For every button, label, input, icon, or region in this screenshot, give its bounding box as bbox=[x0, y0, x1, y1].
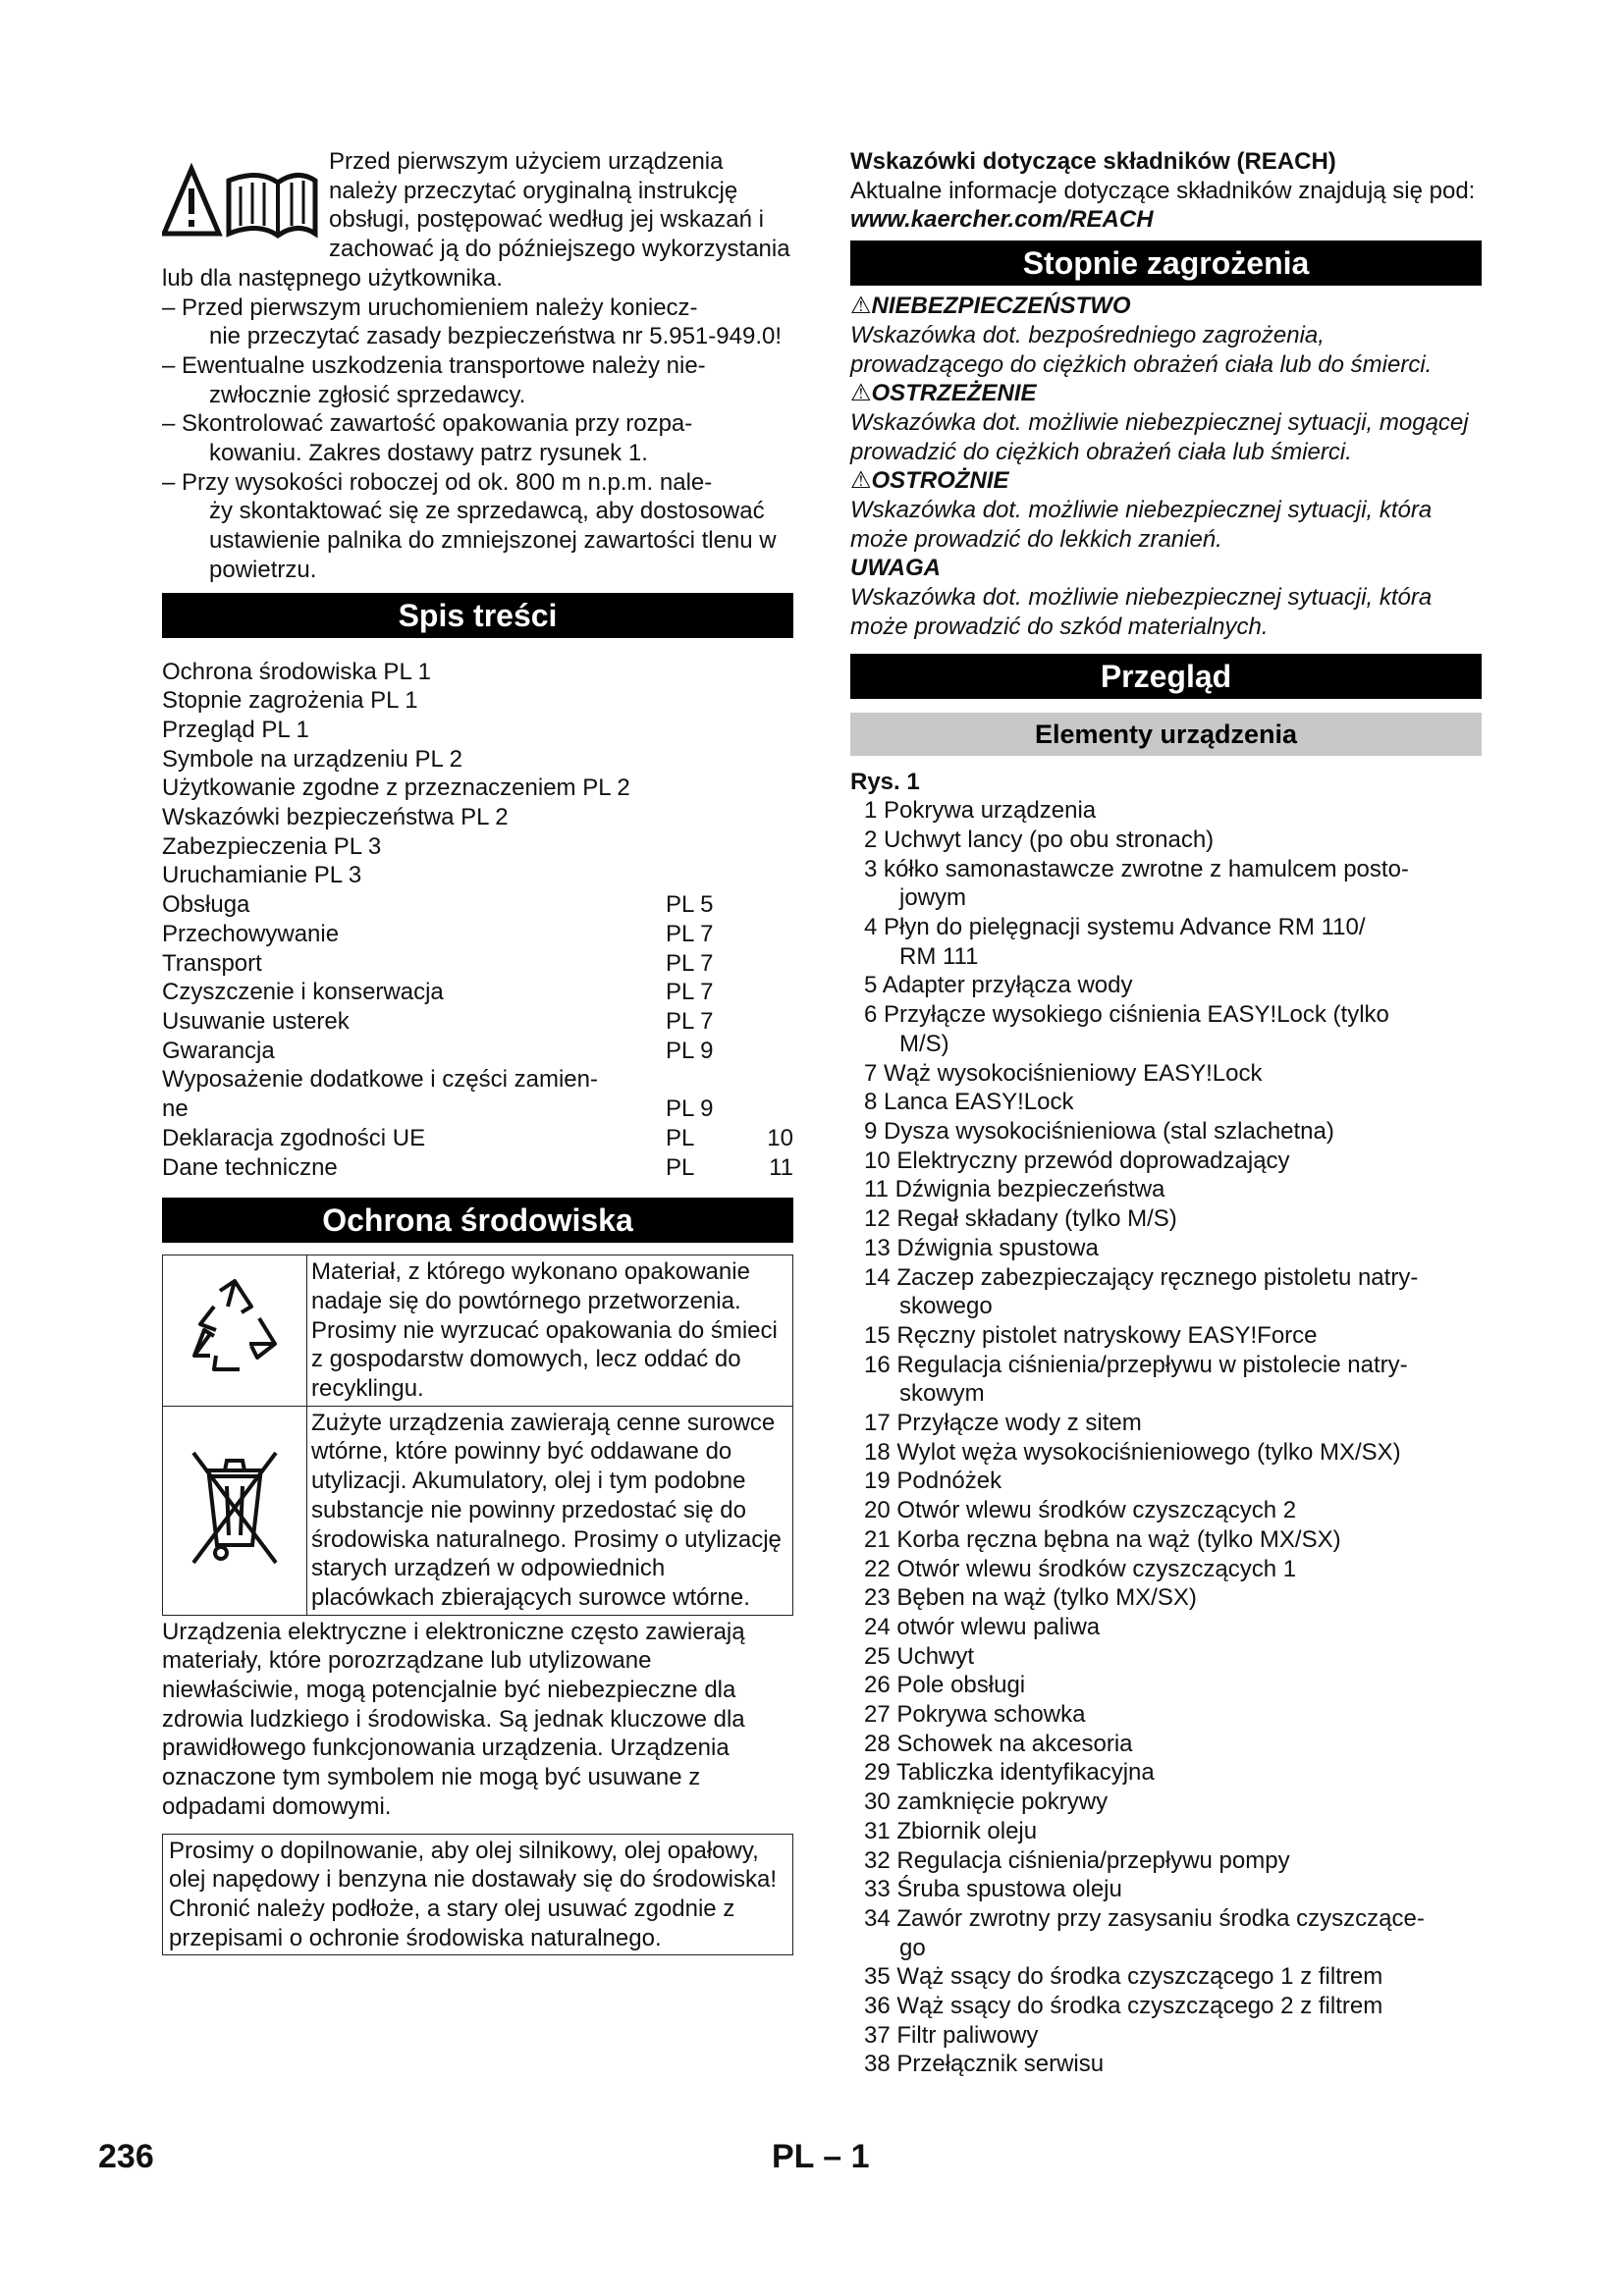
toc-title: Deklaracja zgodności UE bbox=[162, 1124, 426, 1151]
list-item: 29 Tabliczka identyfikacyjna bbox=[864, 1759, 1155, 1787]
table-row bbox=[163, 1255, 793, 1407]
hazard-label: ⚠OSTROŻNIE bbox=[850, 467, 1009, 495]
parts-list bbox=[850, 796, 1482, 2079]
toc-title: Stopnie zagrożenia PL 1 bbox=[162, 687, 418, 715]
toc-page bbox=[754, 890, 793, 920]
reach-text: Aktualne informacje dotyczące składników znajdują się pod: bbox=[850, 177, 1476, 204]
list-item: 38 Przełącznik serwisu bbox=[864, 2051, 1105, 2078]
list-item: 27 Pokrywa schowka bbox=[864, 1701, 1086, 1729]
list-item: 25 Uchwyt bbox=[864, 1642, 975, 1670]
toc-page bbox=[754, 949, 793, 979]
toc-row[interactable] bbox=[162, 716, 793, 745]
hazard-text: Wskazówka dot. bezpośredniego zagrożenia, prowadzącego do ciężkich obrażeń ciała lub do śmierci. bbox=[850, 321, 1433, 378]
toc-page bbox=[754, 1007, 793, 1037]
hazard-text: Wskazówka dot. możliwie niebezpiecznej sytuacji, która może prowadzić do lekkich zranień. bbox=[850, 497, 1433, 553]
toc-title: Przechowywanie bbox=[162, 920, 340, 947]
intro-bullets bbox=[162, 294, 793, 585]
list-item: 37 Filtr paliwowy bbox=[864, 2021, 1039, 2049]
toc-row[interactable] bbox=[162, 1037, 793, 1066]
list-item: 26 Pole obsługi bbox=[864, 1672, 1026, 1699]
toc-section bbox=[666, 686, 754, 716]
list-item: 36 Wąż ssący do środka czyszczącego 2 z filtrem bbox=[864, 1993, 1383, 2020]
reach-title: Wskazówki dotyczące składników (REACH) bbox=[850, 148, 1336, 175]
toc-page: 10 bbox=[767, 1124, 793, 1151]
intro-lead: Przed pierwszym użyciem urządzenia należy przeczytać oryginalną instrukcję obsługi, postępować według jej wskazań i zachować ją do późniejszego wykorzystania lub dla następnego użytkownika. bbox=[162, 148, 790, 292]
list-item: 11 Dźwignia bezpieczeństwa bbox=[864, 1176, 1165, 1203]
overview-subheading: Elementy urządzenia bbox=[850, 713, 1482, 756]
icon-cell bbox=[163, 1255, 307, 1407]
toc-row[interactable] bbox=[162, 920, 793, 949]
toc-row[interactable] bbox=[162, 949, 793, 979]
toc-page bbox=[754, 745, 793, 774]
list-item: 31 Zbiornik oleju bbox=[864, 1817, 1038, 1844]
list-item: 15 Ręczny pistolet natryskowy EASY!Force bbox=[864, 1321, 1318, 1349]
toc-title: Uruchamianie PL 3 bbox=[162, 862, 362, 889]
toc-page bbox=[754, 658, 793, 687]
hazard-label: UWAGA bbox=[850, 555, 941, 582]
list-item: 19 Podnóżek bbox=[864, 1468, 1002, 1495]
list-item: 34 Zawór zwrotny przy zasysaniu środka czyszczące- go bbox=[864, 1904, 1425, 1961]
weee-text: Zużyte urządzenia zawierają cenne surowce wtórne, które powinny być oddawane do utylizacji. Akumulatory, olej i tym podobne substancje nie powinny przedostać się do środowiska naturalnego. Prosimy o utylizację starych urządzeń w odpowiednich placówkach zbierających surowce wtórne. bbox=[307, 1406, 793, 1615]
list-item: 22 Otwór wlewu środków czyszczących 1 bbox=[864, 1555, 1297, 1582]
left-column bbox=[162, 147, 793, 1955]
hazard-list bbox=[850, 292, 1482, 641]
list-item: 3 kółko samonastawcze zwrotne z hamulcem posto- jowym bbox=[864, 855, 1409, 912]
toc-row[interactable] bbox=[162, 745, 793, 774]
list-item: 12 Regał składany (tylko M/S) bbox=[864, 1205, 1177, 1233]
list-item: 6 Przyłącze wysokiego ciśnienia EASY!Lock (tylko M/S) bbox=[864, 1001, 1389, 1057]
toc-section bbox=[666, 832, 754, 862]
toc-title: Gwarancja bbox=[162, 1037, 275, 1064]
warning-manual-icon bbox=[162, 161, 319, 244]
list-item: 9 Dysza wysokociśnieniowa (stal szlachetna) bbox=[864, 1117, 1334, 1145]
toc-page: 11 bbox=[769, 1153, 793, 1181]
toc-title: Zabezpieczenia PL 3 bbox=[162, 832, 382, 860]
toc-section: PL bbox=[666, 1153, 695, 1181]
hazard-label: ⚠NIEBEZPIECZEŃSTWO bbox=[850, 293, 1131, 320]
toc-section bbox=[666, 658, 754, 687]
list-item: 4 Płyn do pielęgnacji systemu Advance RM 110/ RM 111 bbox=[864, 914, 1366, 970]
toc-section bbox=[666, 745, 754, 774]
list-item: – Skontrolować zawartość opakowania przy rozpa- kowaniu. Zakres dostawy patrz rysunek 1. bbox=[162, 410, 693, 467]
toc-row[interactable] bbox=[162, 1153, 793, 1183]
toc-title: Przegląd PL 1 bbox=[162, 716, 309, 743]
list-item: 8 Lanca EASY!Lock bbox=[864, 1089, 1074, 1116]
intro-section bbox=[162, 147, 793, 294]
toc-page bbox=[754, 861, 793, 890]
list-item: 1 Pokrywa urządzenia bbox=[864, 797, 1097, 825]
list-item: 21 Korba ręczna bębna na wąż (tylko MX/SX) bbox=[864, 1525, 1341, 1553]
toc-title: Obsługa bbox=[162, 891, 250, 919]
right-column bbox=[850, 147, 1482, 2079]
table-of-contents bbox=[162, 658, 793, 1183]
toc-row[interactable] bbox=[162, 861, 793, 890]
list-item: – Przed pierwszym uruchomieniem należy koniecz- nie przeczytać zasady bezpieczeństwa nr 5.951-949.0! bbox=[162, 294, 782, 350]
toc-page bbox=[754, 1095, 793, 1124]
toc-page bbox=[754, 1065, 793, 1095]
list-item: 23 Bęben na wąż (tylko MX/SX) bbox=[864, 1584, 1197, 1612]
toc-page bbox=[754, 920, 793, 949]
toc-title: Użytkowanie zgodne z przeznaczeniem PL 2 bbox=[162, 774, 630, 802]
list-item: 2 Uchwyt lancy (po obu stronach) bbox=[864, 826, 1215, 853]
toc-section: PL 7 bbox=[666, 920, 714, 947]
figure-label: Rys. 1 bbox=[850, 768, 920, 795]
toc-section: PL 5 bbox=[666, 891, 714, 919]
toc-row[interactable] bbox=[162, 803, 793, 832]
toc-page bbox=[754, 716, 793, 745]
list-item: 18 Wylot węża wysokociśnieniowego (tylko MX/SX) bbox=[864, 1438, 1401, 1466]
list-item: 28 Schowek na akcesoria bbox=[864, 1730, 1133, 1757]
toc-page bbox=[754, 1037, 793, 1066]
environment-table bbox=[162, 1255, 793, 1615]
toc-page bbox=[754, 978, 793, 1007]
toc-page bbox=[754, 832, 793, 862]
toc-title: Usuwanie usterek bbox=[162, 1007, 350, 1035]
list-item: 16 Regulacja ciśnienia/przepływu w pistolecie natry- skowym bbox=[864, 1351, 1408, 1408]
toc-row[interactable] bbox=[162, 1007, 793, 1037]
toc-section bbox=[666, 716, 754, 745]
recycle-text: Materiał, z którego wykonano opakowanie nadaje się do powtórnego przetworzenia. Prosimy nie wyrzucać opakowania do śmieci z gospodarstw domowych, lecz oddać do recyklingu. bbox=[307, 1255, 793, 1407]
table-row bbox=[163, 1406, 793, 1615]
toc-section: PL 7 bbox=[666, 949, 714, 977]
hazard-text: Wskazówka dot. możliwie niebezpiecznej sytuacji, która może prowadzić do szkód materialnych. bbox=[850, 584, 1433, 640]
toc-title: Wskazówki bezpieczeństwa PL 2 bbox=[162, 804, 509, 831]
toc-section bbox=[666, 803, 754, 832]
toc-title: Wyposażenie dodatkowe i części zamien- bbox=[162, 1066, 598, 1094]
toc-row[interactable] bbox=[162, 832, 793, 862]
recycle-icon bbox=[181, 1273, 289, 1381]
toc-page bbox=[754, 774, 793, 803]
toc-section bbox=[666, 774, 754, 803]
toc-title: Transport bbox=[162, 949, 262, 977]
toc-title: Czyszczenie i konserwacja bbox=[162, 979, 444, 1006]
toc-row[interactable] bbox=[162, 686, 793, 716]
hazard-text: Wskazówka dot. możliwie niebezpiecznej sytuacji, mogącej prowadzić do ciężkich obrażeń ciała lub śmierci. bbox=[850, 408, 1469, 465]
toc-section: PL bbox=[666, 1124, 695, 1151]
toc-row[interactable] bbox=[162, 774, 793, 803]
list-item: 7 Wąż wysokociśnieniowy EASY!Lock bbox=[864, 1059, 1263, 1087]
list-item: 20 Otwór wlewu środków czyszczących 2 bbox=[864, 1497, 1297, 1524]
overview-heading: Przegląd bbox=[850, 654, 1482, 699]
toc-row[interactable] bbox=[162, 1095, 793, 1124]
toc-section bbox=[666, 1065, 754, 1095]
toc-title: Symbole na urządzeniu PL 2 bbox=[162, 745, 462, 773]
list-item: 14 Zaczep zabezpieczający ręcznego pistoletu natry- skowego bbox=[864, 1263, 1419, 1320]
toc-row[interactable] bbox=[162, 1124, 793, 1153]
environment-heading: Ochrona środowiska bbox=[162, 1198, 793, 1243]
crossed-bin-icon bbox=[186, 1443, 284, 1571]
electronics-text: Urządzenia elektryczne i elektroniczne często zawierają materiały, które porozrządzane lub utylizowane niewłaściwie, mogą potencjalnie być niebezpieczne dla zdrowia ludzkiego i środowiska. Są jednak kluczowe dla prawidłowego funkcjonowania urządzenia. Urządzenia oznaczone tym symbolem nie mogą być usuwane z odpadami domowymi. bbox=[162, 1618, 745, 1820]
list-item: 13 Dźwignia spustowa bbox=[864, 1234, 1099, 1261]
hazard-heading: Stopnie zagrożenia bbox=[850, 240, 1482, 286]
toc-title: ne bbox=[162, 1095, 189, 1123]
oil-notice bbox=[162, 1834, 793, 1956]
toc-section bbox=[666, 861, 754, 890]
toc-title: Dane techniczne bbox=[162, 1153, 338, 1181]
list-item: 33 Śruba spustowa oleju bbox=[864, 1876, 1122, 1903]
list-item: – Przy wysokości roboczej od ok. 800 m n.p.m. nale- ży skontaktować się ze sprzedawcą, aby dostosować ustawienie palnika do zmniejszonej zawartości tlenu w powietrzu. bbox=[162, 468, 777, 583]
toc-heading: Spis treści bbox=[162, 593, 793, 638]
reach-url: www.kaercher.com/REACH bbox=[850, 206, 1154, 234]
page-number: 236 bbox=[98, 2138, 154, 2175]
language-page-label: PL – 1 bbox=[772, 2138, 870, 2175]
list-item: 30 zamknięcie pokrywy bbox=[864, 1789, 1109, 1816]
icon-cell bbox=[163, 1406, 307, 1615]
toc-row[interactable] bbox=[162, 890, 793, 920]
oil-text: Prosimy o dopilnowanie, aby olej silnikowy, olej opałowy, olej napędowy i benzyna nie dostawały się do środowiska! Chronić należy podłoże, a stary olej usuwać zgodnie z przepisami o ochronie środowiska naturalnego. bbox=[169, 1837, 778, 1951]
list-item: 35 Wąż ssący do środka czyszczącego 1 z filtrem bbox=[864, 1963, 1383, 1991]
toc-page bbox=[754, 803, 793, 832]
list-item: 32 Regulacja ciśnienia/przepływu pompy bbox=[864, 1846, 1290, 1874]
list-item: 10 Elektryczny przewód doprowadzający bbox=[864, 1147, 1290, 1174]
toc-row[interactable] bbox=[162, 658, 793, 687]
list-item: 5 Adapter przyłącza wody bbox=[864, 972, 1133, 999]
list-item: – Ewentualne uszkodzenia transportowe należy nie- zwłocznie zgłosić sprzedawcy. bbox=[162, 351, 706, 408]
toc-section: PL 7 bbox=[666, 979, 714, 1006]
toc-page bbox=[754, 686, 793, 716]
hazard-label: ⚠OSTRZEŻENIE bbox=[850, 380, 1037, 407]
toc-row[interactable] bbox=[162, 978, 793, 1007]
toc-row[interactable] bbox=[162, 1065, 793, 1095]
list-item: 17 Przyłącze wody z sitem bbox=[864, 1410, 1142, 1437]
toc-title: Ochrona środowiska PL 1 bbox=[162, 658, 431, 685]
list-item: 24 otwór wlewu paliwa bbox=[864, 1613, 1101, 1640]
toc-section: PL 9 bbox=[666, 1037, 714, 1064]
toc-section: PL 7 bbox=[666, 1007, 714, 1035]
toc-section: PL 9 bbox=[666, 1095, 714, 1123]
